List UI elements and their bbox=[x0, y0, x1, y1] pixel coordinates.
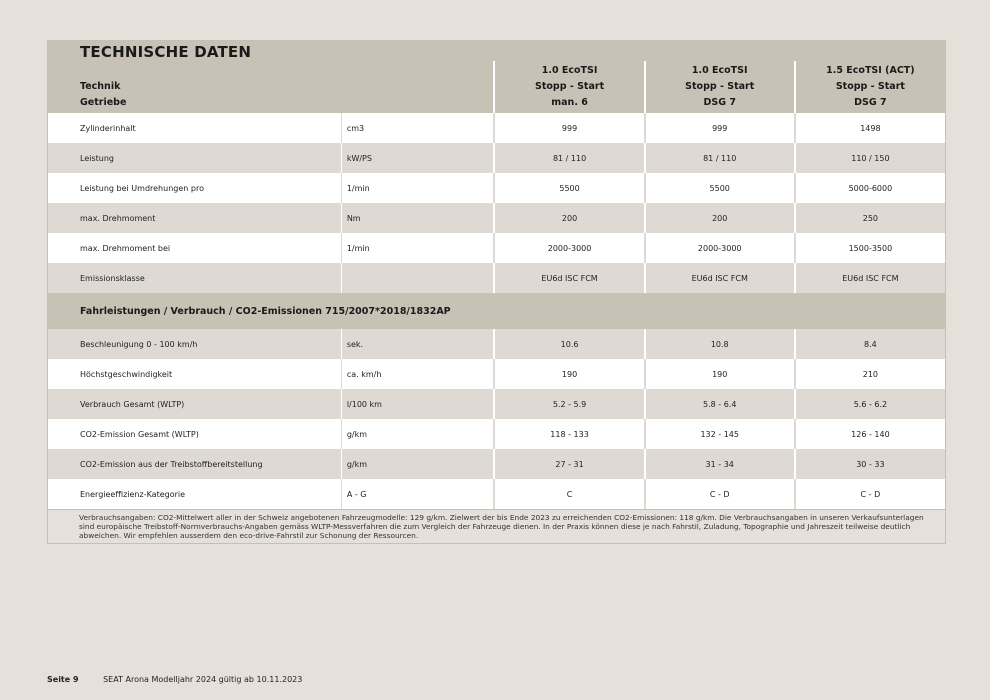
table-row bbox=[48, 233, 945, 263]
row-label: Verbrauch Gesamt (WLTP) bbox=[48, 389, 341, 419]
row-value: 5.6 - 6.2 bbox=[795, 389, 945, 419]
variant-engine: 1.0 EcoTSI bbox=[541, 65, 598, 76]
row-value: C - D bbox=[645, 479, 795, 509]
table-row bbox=[48, 419, 945, 449]
table-row bbox=[48, 203, 945, 233]
row-unit: g/km bbox=[341, 419, 494, 449]
row-label: max. Drehmoment bei bbox=[80, 243, 171, 253]
row-value: C - D bbox=[795, 479, 945, 509]
row-value: 132 - 145 bbox=[645, 419, 795, 449]
row-label: CO2-Emission Gesamt (WLTP) bbox=[80, 429, 199, 439]
row-value: 118 - 133 bbox=[494, 419, 644, 449]
row-value: 30 - 33 bbox=[795, 449, 945, 479]
row-value: 81 / 110 bbox=[645, 143, 795, 173]
row-label: Leistung bei Umdrehungen pro bbox=[80, 183, 204, 193]
row-label: Energieeffizienz-Kategorie bbox=[80, 489, 186, 499]
row-label: Beschleunigung 0 - 100 km/h bbox=[48, 329, 341, 359]
row-unit: A - G bbox=[341, 479, 494, 509]
row-value: 250 bbox=[795, 203, 945, 233]
row-unit: 1/min bbox=[341, 233, 494, 263]
row-label: Zylinderinhalt bbox=[80, 123, 136, 133]
spec-table bbox=[48, 61, 945, 509]
variant-gearbox: DSG 7 bbox=[703, 97, 736, 108]
row-label: CO2-Emission aus der Treibstoffbereitstellung bbox=[48, 449, 341, 479]
row-unit: l/100 km bbox=[341, 389, 494, 419]
row-value: 8.4 bbox=[795, 329, 945, 359]
table-row bbox=[48, 263, 945, 293]
row-value: 190 bbox=[645, 359, 795, 389]
row-label: Emissionsklasse bbox=[48, 263, 341, 293]
row-value: EU6d ISC FCM bbox=[494, 263, 644, 293]
row-value: 126 - 140 bbox=[795, 419, 945, 449]
row-value: 10.6 bbox=[494, 329, 644, 359]
row-value: 190 bbox=[494, 359, 644, 389]
row-unit: kW/PS bbox=[341, 143, 494, 173]
row-value: 5.2 - 5.9 bbox=[494, 389, 644, 419]
header-variant-3 bbox=[795, 61, 945, 113]
table-header-row bbox=[48, 61, 945, 113]
table-row bbox=[48, 389, 945, 419]
row-value: 1500-3500 bbox=[795, 233, 945, 263]
table-row bbox=[48, 113, 945, 143]
page-footer bbox=[47, 675, 302, 684]
section-title: Fahrleistungen / Verbrauch / CO2-Emissionen 715/2007*2018/1832AP bbox=[48, 293, 945, 329]
section-header-row bbox=[48, 293, 945, 329]
row-value: 5500 bbox=[494, 173, 644, 203]
row-value: 5000-6000 bbox=[795, 173, 945, 203]
row-label: Leistung bbox=[48, 143, 341, 173]
variant-gearbox: man. 6 bbox=[551, 97, 588, 108]
row-value: EU6d ISC FCM bbox=[645, 263, 795, 293]
row-label: Höchstgeschwindigkeit bbox=[80, 369, 173, 379]
header-label-getriebe: Getriebe bbox=[80, 97, 127, 108]
row-value: 999 bbox=[645, 113, 795, 143]
variant-engine: 1.5 EcoTSI (ACT) bbox=[826, 65, 915, 76]
variant-stopstart: Stopp - Start bbox=[835, 81, 905, 92]
row-value: 200 bbox=[494, 203, 644, 233]
row-value: 1498 bbox=[795, 113, 945, 143]
row-value: 5.8 - 6.4 bbox=[645, 389, 795, 419]
row-unit: ca. km/h bbox=[341, 359, 494, 389]
row-unit: 1/min bbox=[341, 173, 494, 203]
row-value: 31 - 34 bbox=[645, 449, 795, 479]
row-unit: cm3 bbox=[341, 113, 494, 143]
table-row bbox=[48, 449, 945, 479]
row-label: max. Drehmoment bbox=[48, 203, 341, 233]
header-variant-2 bbox=[645, 61, 795, 113]
variant-stopstart: Stopp - Start bbox=[535, 81, 605, 92]
row-value: EU6d ISC FCM bbox=[795, 263, 945, 293]
table-row bbox=[48, 329, 945, 359]
variant-gearbox: DSG 7 bbox=[854, 97, 887, 108]
page-title: TECHNISCHE DATEN bbox=[48, 41, 945, 61]
row-value: 200 bbox=[645, 203, 795, 233]
header-variant-1 bbox=[494, 61, 644, 113]
row-value: 210 bbox=[795, 359, 945, 389]
row-unit: g/km bbox=[341, 449, 494, 479]
row-value: 110 / 150 bbox=[795, 143, 945, 173]
document-info: SEAT Arona Modelljahr 2024 gültig ab 10.11.2023 bbox=[103, 675, 303, 684]
table-row bbox=[48, 479, 945, 509]
row-value: 81 / 110 bbox=[494, 143, 644, 173]
variant-engine: 1.0 EcoTSI bbox=[691, 65, 748, 76]
row-unit: Nm bbox=[341, 203, 494, 233]
row-value: 2000-3000 bbox=[645, 233, 795, 263]
consumption-notes: Verbrauchsangaben: CO2-Mittelwert aller in der Schweiz angebotenen Fahrzeugmodelle: 129 g/km. Zielwert der bis Ende 2023 zu erreichenden CO2-Emissionen: 118 g/km. Die Verbrauchsangaben in unseren Verkaufsunterlagen sind europäische Treibstoff-Normverbrauchs-Angaben gemäss WLTP-Messverfahren die zum Vergleich der Fahrzeuge dienen. In der Praxis können diese je nach Fahrstil, Zuladung, Topographie und Jahreszeit teilweise deutlich abweichen. Wir empfehlen ausserdem den eco-drive-Fahrstil zur Schonung der Ressourcen. bbox=[48, 509, 945, 543]
header-label-technik: Technik bbox=[80, 81, 121, 92]
row-value: 5500 bbox=[645, 173, 795, 203]
row-value: 999 bbox=[494, 113, 644, 143]
row-value: C bbox=[494, 479, 644, 509]
spec-sheet bbox=[47, 40, 946, 544]
row-unit: sek. bbox=[341, 329, 494, 359]
table-row bbox=[48, 359, 945, 389]
page-number: Seite 9 bbox=[47, 675, 79, 684]
table-row bbox=[48, 173, 945, 203]
row-unit bbox=[341, 263, 494, 293]
row-value: 10.8 bbox=[645, 329, 795, 359]
table-row bbox=[48, 143, 945, 173]
variant-stopstart: Stopp - Start bbox=[685, 81, 755, 92]
row-value: 27 - 31 bbox=[494, 449, 644, 479]
row-value: 2000-3000 bbox=[494, 233, 644, 263]
header-label-cell bbox=[48, 61, 494, 113]
